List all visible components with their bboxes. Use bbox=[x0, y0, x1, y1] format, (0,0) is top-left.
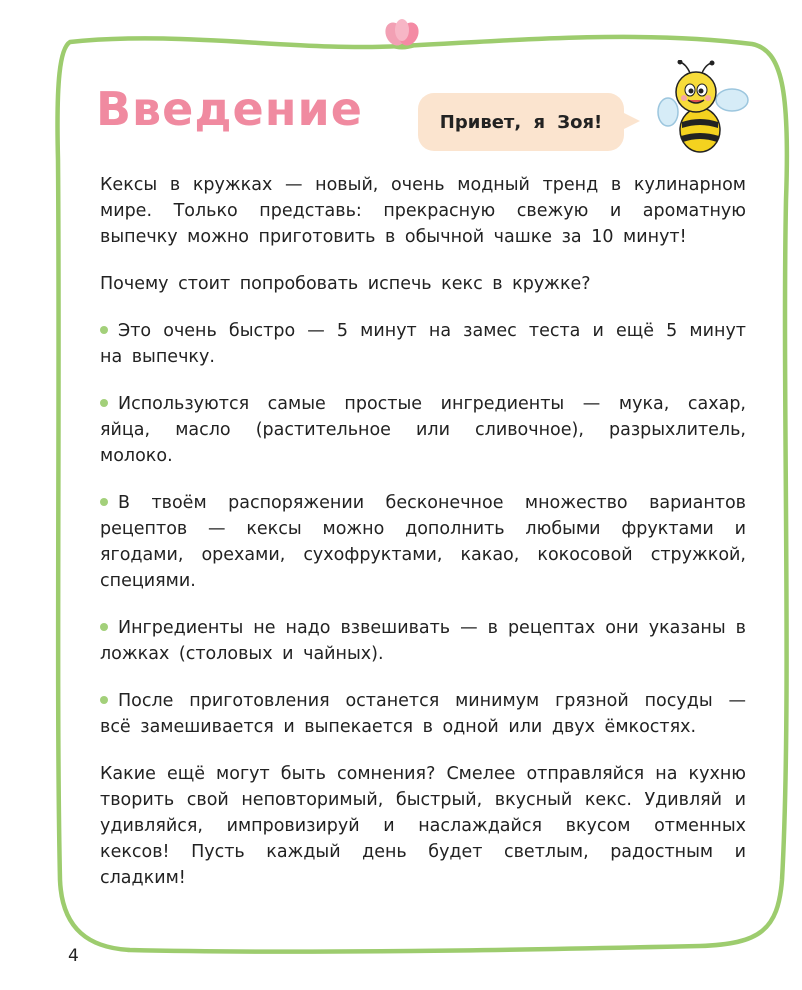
main-content bbox=[100, 172, 746, 912]
bullet-dot-icon bbox=[100, 696, 108, 704]
intro-paragraph: Кексы в кружках — новый, очень модный тренд в кулинарном мире. Только представь: прекрасную свежую и ароматную выпечку можно приготовить в обычной чашке за 10 минут! bbox=[100, 175, 746, 247]
list-item-text: После приготовления останется минимум грязной посуды — всё замешивается и выпекается в одной или двух ёмкостях. bbox=[100, 691, 746, 737]
bullet-dot-icon bbox=[100, 399, 108, 407]
list-item-text: Используются самые простые ингредиенты — мука, сахар, яйца, масло (растительное или сливочное), разрыхлитель, молоко. bbox=[100, 394, 746, 466]
list-item-text: В твоём распоряжении бесконечное множество вариантов рецептов — кексы можно дополнить любыми фруктами и ягодами, орехами, сухофруктами, какао, кокосовой стружкой, специями. bbox=[100, 493, 746, 591]
closing-paragraph: Какие ещё могут быть сомнения? Смелее отправляйся на кухню творить свой неповторимый, быстрый, вкусный кекс. Удивляй и удивляйся, импровизируй и наслаждайся вкусом отменных кексов! Пусть каждый день будет светлым, радостным и сладким! bbox=[100, 764, 746, 888]
list-item bbox=[100, 615, 746, 667]
page-title: Введение bbox=[96, 82, 363, 136]
list-item bbox=[100, 490, 746, 594]
list-item bbox=[100, 391, 746, 469]
speech-bubble: Привет, я Зоя! bbox=[418, 93, 624, 151]
flower-decoration-icon bbox=[380, 16, 424, 52]
list-item bbox=[100, 318, 746, 370]
bee-mascot-icon bbox=[654, 60, 754, 160]
question-paragraph: Почему стоит попробовать испечь кекс в кружке? bbox=[100, 274, 591, 294]
page-number: 4 bbox=[68, 946, 79, 966]
bullet-dot-icon bbox=[100, 326, 108, 334]
bullet-dot-icon bbox=[100, 623, 108, 631]
list-item bbox=[100, 688, 746, 740]
speech-bubble-tail bbox=[622, 112, 640, 130]
list-item-text: Ингредиенты не надо взвешивать — в рецептах они указаны в ложках (столовых и чайных). bbox=[100, 618, 746, 664]
bullet-dot-icon bbox=[100, 498, 108, 506]
list-item-text: Это очень быстро — 5 минут на замес теста и ещё 5 минут на выпечку. bbox=[100, 321, 746, 367]
